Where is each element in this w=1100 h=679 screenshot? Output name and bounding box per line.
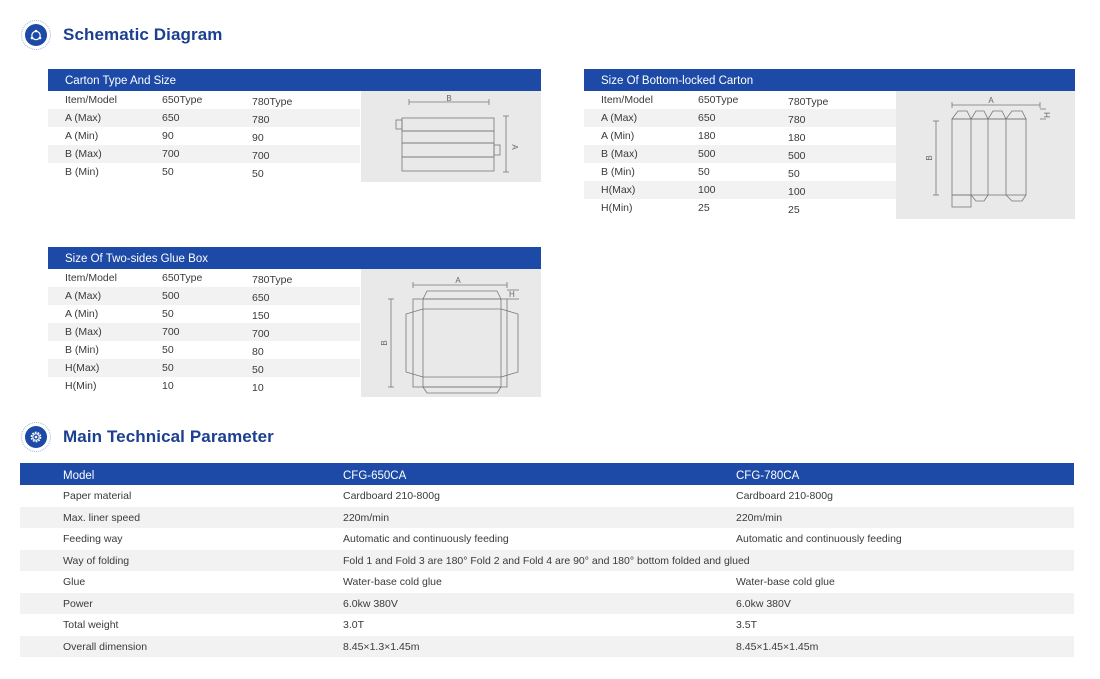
dim-label: H [509,290,515,299]
dim-label: B [446,94,452,103]
table-row: Feeding way Automatic and continuously feeding Automatic and continuously feeding [63,533,902,545]
bottom-locked-header: Size Of Bottom-locked Carton [584,69,1075,91]
table-row: A (Max) 650 780 [584,109,896,127]
table-row: Way of folding Fold 1 and Fold 3 are 180° Fold 2 and Fold 4 are 90° and 180° bottom folded and glued [20,550,1074,572]
bottom-locked-table [584,91,896,217]
two-sides-panel [48,247,541,395]
table-row: B (Min) 50 50 [65,166,264,180]
table-row: B (Max) 700 700 [48,323,360,341]
table-row: B (Min) 50 50 [601,166,800,180]
carton-diagram [361,91,541,182]
dim-label: B [380,340,389,346]
table-row: Glue Water-base cold glue Water-base cold glue [63,576,835,588]
table-row: Item/Model 650Type 780Type [65,94,293,108]
dim-label: A [455,276,461,285]
table-row: Item/Model 650Type 780Type [601,94,829,108]
table-row: Max. liner speed 220m/min 220m/min [20,507,1074,529]
table-row: A (Max) 500 650 [48,287,360,305]
table-row: A (Min) 180 180 [601,130,806,144]
box-icon [21,20,51,50]
table-row: H(Max) 100 100 [584,181,896,199]
table-row: Total weight 3.0T 3.5T [63,619,758,631]
schematic-heading [21,20,223,50]
schematic-title: Schematic Diagram [63,25,223,44]
table-row: B (Max) 500 500 [584,145,896,163]
bottom-locked-panel [584,69,1075,217]
table-row: H(Max) 50 50 [48,359,360,377]
carton-panel [48,69,541,181]
two-sides-table [48,269,360,395]
table-row: A (Min) 90 90 [65,130,264,144]
table-row: H(Min) 25 25 [601,202,800,216]
table-row: Paper material Cardboard 210-800g Cardboard 210-800g [63,490,833,502]
technical-table [20,463,1074,657]
carton-header: Carton Type And Size [48,69,541,91]
dim-label: A [988,96,994,105]
table-row: A (Min) 50 150 [65,308,270,322]
two-sides-diagram [361,269,541,397]
table-row: Overall dimension 8.45×1.3×1.45m 8.45×1.45×1.45m [20,636,1074,658]
carton-table [48,91,360,181]
technical-heading [21,422,274,452]
table-row: A (Max) 650 780 [48,109,360,127]
bottom-locked-diagram [896,91,1075,219]
dim-label: A [510,144,519,150]
dim-label: B [925,155,934,161]
technical-title: Main Technical Parameter [63,427,274,446]
table-row: Power 6.0kw 380V 6.0kw 380V [20,593,1074,615]
table-row: H(Min) 10 10 [65,380,264,394]
table-row: Item/Model 650Type 780Type [65,272,293,286]
two-sides-header: Size Of Two-sides Glue Box [48,247,541,269]
dim-label: H [1043,112,1052,118]
table-row: B (Max) 700 700 [48,145,360,163]
table-row: B (Min) 50 80 [65,344,264,358]
gear-icon [21,422,51,452]
technical-table-header: Model CFG-650CA CFG-780CA [20,463,1074,485]
